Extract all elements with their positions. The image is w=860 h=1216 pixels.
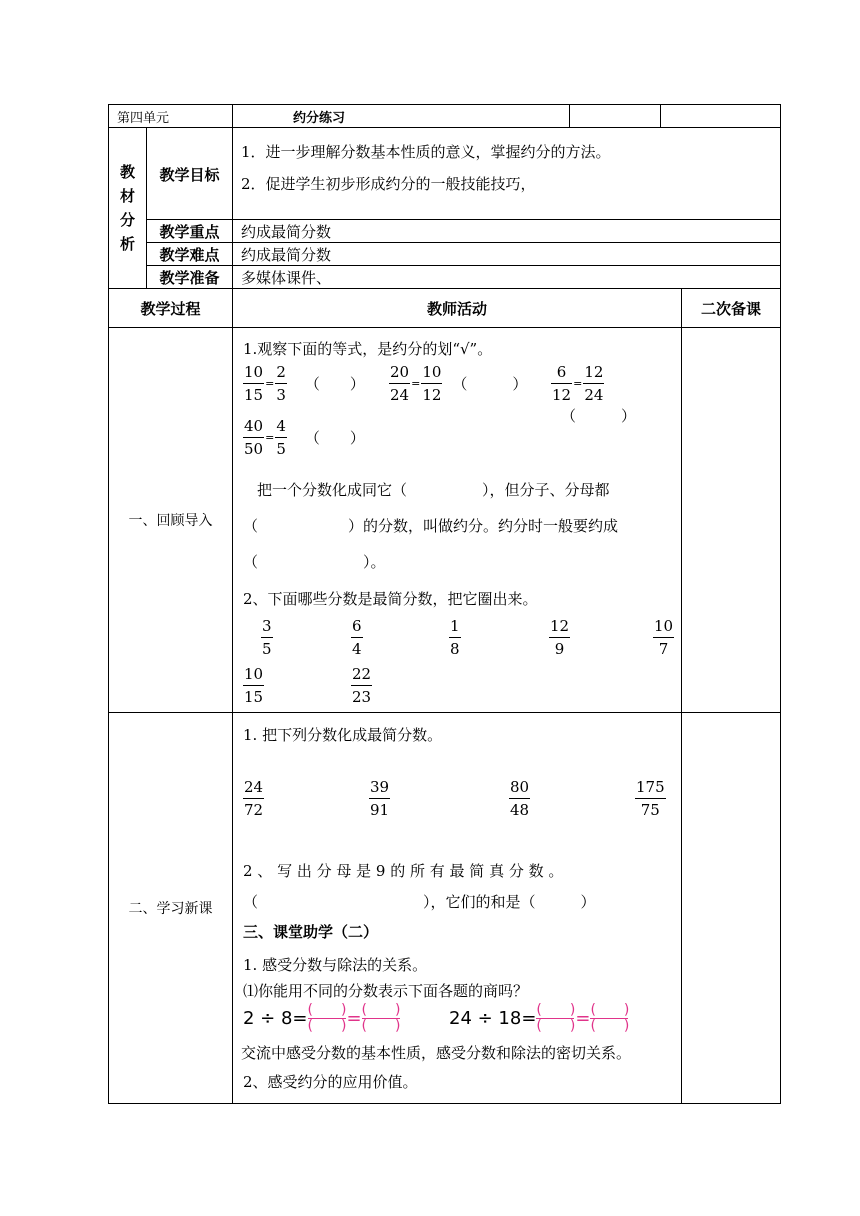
section2-q2a: 2 、 写 出 分 母 是 9 的 所 有 最 简 真 分 数 。 (243, 862, 564, 880)
blank-fraction[interactable]: $\frac{( )}{( )}$ (361, 1002, 401, 1034)
equation-2: $\frac{20}{24}$ = $\frac{10}{12}$ （ ） (390, 363, 528, 404)
second-heading: 二次备课 (682, 289, 781, 328)
definition-line-2: （ ）的分数，叫做约分。约分时一般要约成 (243, 517, 619, 535)
goals-label: 教学目标 (147, 128, 233, 220)
sub1a: ⑴你能用不同的分数表示下面各题的商吗？ (243, 982, 529, 1000)
key-value: 约成最简分数 (233, 220, 781, 243)
definition-line-3: （ ）。 (243, 553, 386, 571)
fraction-item: 22 23 (352, 665, 372, 706)
section2-q1: 1. 把下列分数化成最简分数。 (243, 726, 443, 744)
fraction-item: 3 5 (262, 617, 272, 658)
goals-cell (233, 128, 781, 220)
equation-1: $\frac{10}{15}$ = $\frac{2}{3}$ （ ） (244, 363, 365, 404)
second-prep-cell (682, 328, 781, 713)
note: 交流中感受分数的基本性质，感受分数和除法的密切关系。 (241, 1044, 632, 1062)
section2-q2b: （ ），它们的和是（ ） (243, 893, 596, 911)
unit-label: 第四单元 (109, 105, 233, 128)
blank-fraction[interactable]: $\frac{( )}{( )}$ (307, 1002, 347, 1034)
goal-2: 2．促进学生初步形成约分的一般技能技巧， (241, 175, 536, 193)
simplify-fraction: 80 48 (510, 778, 530, 819)
division-2: 24 ÷ 18= $\frac{( )}{( )}$ = $\frac{( )}{( )}$ (449, 1002, 630, 1034)
second-prep-cell (682, 713, 781, 1104)
empty-cell (570, 105, 661, 128)
definition-line-1: 把一个分数化成同它（ ），但分子、分母都 (257, 481, 610, 499)
difficulty-value: 约成最简分数 (233, 243, 781, 266)
lesson-plan-table (108, 104, 781, 1104)
division-1: 2 ÷ 8= $\frac{( )}{( )}$ = $\frac{( )}{( )}$ (243, 1002, 401, 1034)
blank-fraction[interactable]: $\frac{( )}{( )}$ (590, 1002, 630, 1034)
goal-1: 1．进一步理解分数基本性质的意义，掌握约分的方法。 (241, 143, 611, 161)
fraction-row-1 (243, 616, 673, 664)
simplify-fraction: 175 75 (636, 778, 665, 819)
simplify-fraction: 24 72 (244, 778, 264, 819)
fraction-item: 10 7 (654, 617, 674, 658)
key-label: 教学重点 (147, 220, 233, 243)
equation-row-1 (243, 360, 673, 425)
division-row (243, 1003, 673, 1039)
fraction-item: 6 4 (352, 617, 362, 658)
teacher-heading: 教师活动 (233, 289, 682, 328)
section1-q1: 1.观察下面的等式，是约分的划“√”。 (243, 340, 493, 358)
section1-q2: 2、下面哪些分数是最简分数，把它圈出来。 (243, 590, 538, 608)
section1-label: 一、回顾导入 (109, 328, 233, 713)
section1-content (233, 328, 682, 713)
prep-label: 教学准备 (147, 266, 233, 289)
analysis-label: 教材分析 (109, 128, 147, 289)
prep-value: 多媒体课件、 (233, 266, 781, 289)
section2-content (233, 713, 682, 1104)
empty-cell (661, 105, 781, 128)
sub2: 2、感受约分的应用价值。 (243, 1073, 418, 1091)
sub1: 1. 感受分数与除法的关系。 (243, 956, 428, 974)
difficulty-label: 教学难点 (147, 243, 233, 266)
process-heading: 教学过程 (109, 289, 233, 328)
lesson-title: 约分练习 (233, 105, 570, 128)
fraction-item: 12 9 (550, 617, 570, 658)
equation-4: $\frac{40}{50}$ = $\frac{4}{5}$ （ ） (244, 417, 365, 458)
equation-row-2 (243, 416, 673, 468)
equation-3: $\frac{6}{12}$ = $\frac{12}{24}$ （ ） (552, 363, 637, 425)
fraction-item: 1 8 (450, 617, 460, 658)
section-heading: 三、课堂助学（二） (243, 923, 379, 941)
simplify-row (243, 777, 673, 833)
blank-fraction[interactable]: $\frac{( )}{( )}$ (536, 1002, 576, 1034)
fraction-row-2 (243, 664, 673, 712)
section2-label: 二、学习新课 (109, 713, 233, 1104)
simplify-fraction: 39 91 (370, 778, 390, 819)
fraction-item: 10 15 (244, 665, 264, 706)
